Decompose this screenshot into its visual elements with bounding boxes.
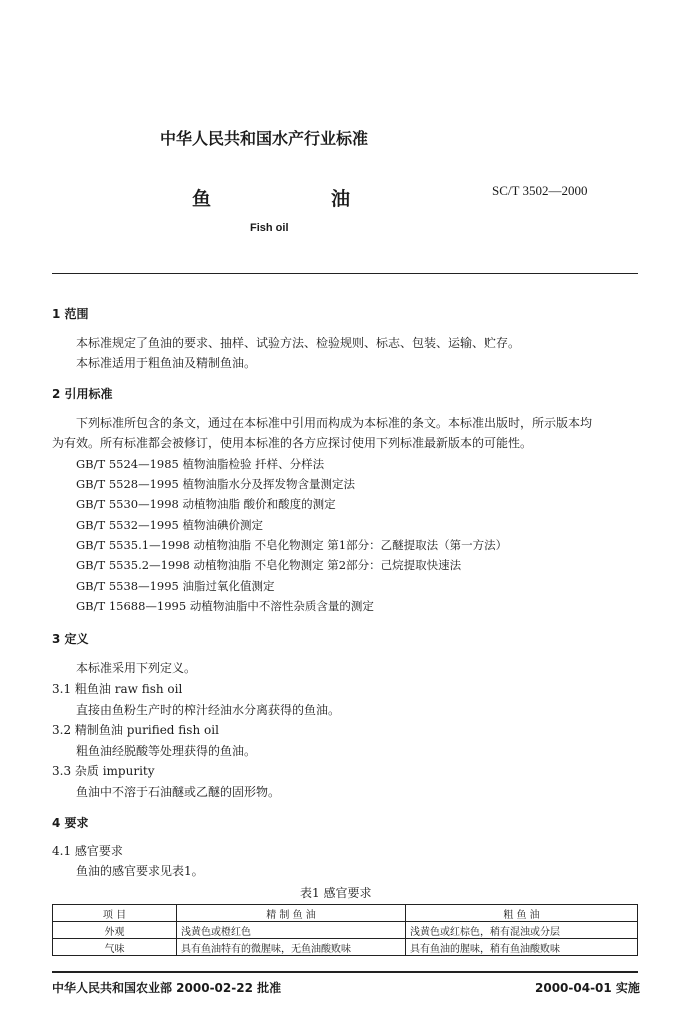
table-header-cell: 项 目 bbox=[53, 905, 177, 922]
sensory-requirements-table bbox=[52, 904, 638, 956]
header-divider bbox=[52, 273, 638, 274]
table-cell: 外观 bbox=[53, 922, 177, 939]
standard-organization: 中华人民共和国水产行业标准 bbox=[160, 129, 369, 148]
section-3-intro: 本标准采用下列定义。 bbox=[76, 661, 197, 675]
section-1-paragraph-1: 本标准规定了鱼油的要求、抽样、试验方法、检验规则、标志、包装、运输、贮存。 bbox=[76, 336, 521, 350]
definition-3-3-body: 鱼油中不溶于石油醚或乙醚的固形物。 bbox=[76, 785, 281, 799]
section-2-intro-line-1: 下列标准所包含的条文，通过在本标准中引用而构成为本标准的条文。本标准出版时，所示版本均 bbox=[76, 416, 593, 430]
section-4-1-heading: 4.1 感官要求 bbox=[52, 844, 123, 858]
reference-item: GB/T 5535.2—1998 动植物油脂 不皂化物测定 第2部分：己烷提取快速法 bbox=[76, 558, 462, 572]
section-1-heading: 1 范围 bbox=[52, 307, 89, 321]
footer-divider bbox=[52, 971, 638, 973]
section-2-heading: 2 引用标准 bbox=[52, 387, 113, 401]
definition-3-2-heading: 3.2 精制鱼油 purified fish oil bbox=[52, 723, 219, 737]
implementation-date: 2000-04-01 实施 bbox=[535, 981, 640, 995]
reference-item: GB/T 5532—1995 植物油碘价测定 bbox=[76, 518, 264, 532]
table-cell: 浅黄色或橙红色 bbox=[177, 922, 406, 939]
reference-item: GB/T 5524—1985 植物油脂检验 扦样、分样法 bbox=[76, 457, 325, 471]
table-row bbox=[53, 939, 638, 956]
definition-3-3-heading: 3.3 杂质 impurity bbox=[52, 764, 155, 778]
reference-item: GB/T 5530—1998 动植物油脂 酸价和酸度的测定 bbox=[76, 497, 336, 511]
table-header-cell: 精 制 鱼 油 bbox=[177, 905, 406, 922]
definition-3-1-body: 直接由鱼粉生产时的榨汁经油水分离获得的鱼油。 bbox=[76, 703, 341, 717]
table-caption: 表1 感官要求 bbox=[300, 886, 372, 900]
english-title: Fish oil bbox=[250, 222, 289, 234]
table-cell: 浅黄色或红棕色，稍有混浊或分层 bbox=[406, 922, 638, 939]
approval-line: 中华人民共和国农业部 2000-02-22 批准 bbox=[52, 981, 282, 995]
table-header-cell: 粗 鱼 油 bbox=[406, 905, 638, 922]
section-4-heading: 4 要求 bbox=[52, 816, 89, 830]
definition-3-2-body: 粗鱼油经脱酸等处理获得的鱼油。 bbox=[76, 744, 257, 758]
table-cell: 具有鱼油的腥味，稍有鱼油酸败味 bbox=[406, 939, 638, 956]
reference-item: GB/T 5538—1995 油脂过氧化值测定 bbox=[76, 579, 275, 593]
table-cell: 气味 bbox=[53, 939, 177, 956]
reference-item: GB/T 5535.1—1998 动植物油脂 不皂化物测定 第1部分：乙醚提取法（第一方法） bbox=[76, 538, 508, 552]
table-cell: 具有鱼油特有的微腥味，无鱼油酸败味 bbox=[177, 939, 406, 956]
title-char-1: 鱼 bbox=[192, 188, 212, 210]
reference-item: GB/T 15688—1995 动植物油脂中不溶性杂质含量的测定 bbox=[76, 599, 374, 613]
section-4-1-text: 鱼油的感官要求见表1。 bbox=[76, 864, 204, 878]
table-row bbox=[53, 922, 638, 939]
section-3-heading: 3 定义 bbox=[52, 632, 89, 646]
definition-3-1-heading: 3.1 粗鱼油 raw fish oil bbox=[52, 682, 183, 696]
reference-item: GB/T 5528—1995 植物油脂水分及挥发物含量测定法 bbox=[76, 477, 356, 491]
section-1-paragraph-2: 本标准适用于粗鱼油及精制鱼油。 bbox=[76, 356, 257, 370]
section-2-intro-line-2: 为有效。所有标准都会被修订，使用本标准的各方应探讨使用下列标准最新版本的可能性。 bbox=[52, 436, 533, 450]
title-char-2: 油 bbox=[331, 188, 351, 210]
standard-code: SC/T 3502—2000 bbox=[492, 183, 588, 198]
table-header-row bbox=[53, 905, 638, 922]
